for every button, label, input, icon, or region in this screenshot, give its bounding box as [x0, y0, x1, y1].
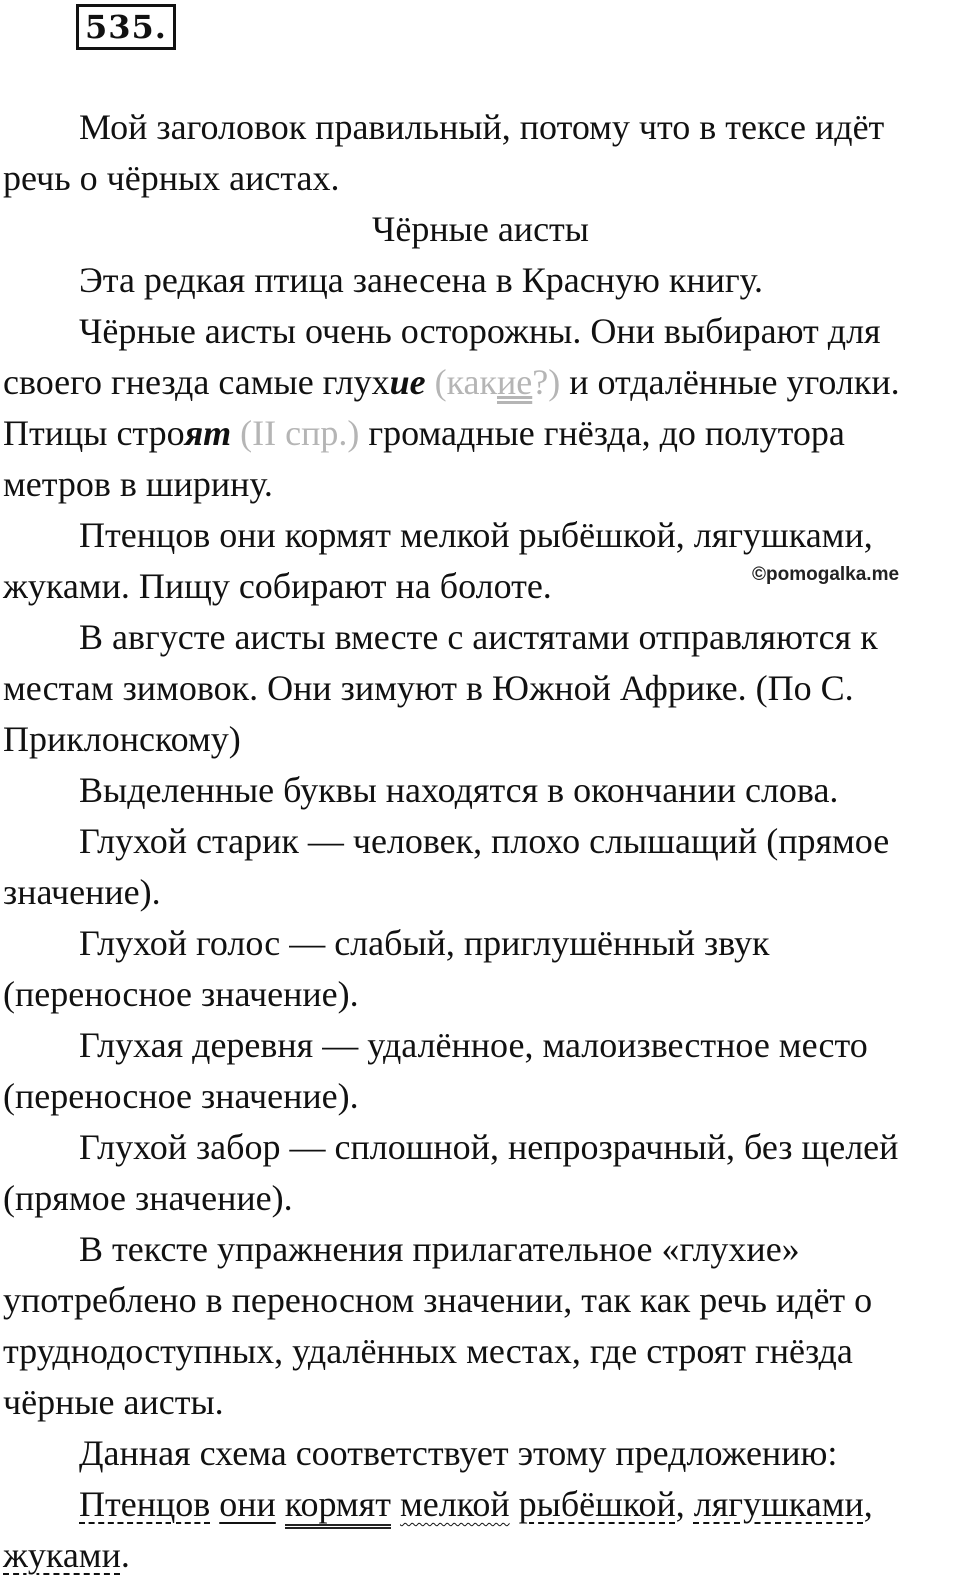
scheme-separator: ,	[863, 1484, 873, 1524]
text-line	[3, 357, 958, 408]
hint-text: (как	[425, 362, 497, 402]
scheme-subject: они	[219, 1484, 276, 1524]
answer-text	[3, 102, 958, 1581]
watermark: ©pomogalka.me	[752, 564, 900, 585]
scheme-object: рыбёшкой	[518, 1484, 676, 1524]
text-line: местам зимовок. Они зимуют в Южной Африке. (По С.	[3, 668, 854, 708]
paragraph: Эта редкая птица занесена в Красную книгу.	[79, 260, 764, 300]
text-fragment: своего гнезда самые глух	[3, 362, 390, 402]
text-line: Глухой забор — сплошной, непрозрачный, без щелей	[79, 1127, 899, 1167]
text-line: речь о чёрных аистах.	[3, 158, 340, 198]
grammar-hint	[426, 362, 561, 402]
text-line: значение).	[3, 872, 161, 912]
paragraph	[3, 612, 958, 765]
text-line: Чёрные аисты очень осторожны. Они выбирают для	[79, 311, 881, 351]
text-line: жуками. Пищу собирают на болоте.	[3, 566, 552, 606]
text-line: Мой заголовок правильный, потому что в тексе идёт	[79, 107, 885, 147]
scheme-separator: ,	[675, 1484, 694, 1524]
hint-ending: ие	[496, 362, 533, 402]
text-line: (переносное значение).	[3, 1076, 359, 1116]
grammar-hint: (II спр.)	[231, 413, 360, 453]
text-line: (прямое значение).	[3, 1178, 293, 1218]
text-title: Чёрные аисты	[372, 209, 589, 249]
paragraph	[3, 1122, 958, 1224]
sentence-scheme	[3, 1479, 958, 1581]
scheme-object: лягушками	[693, 1484, 864, 1524]
paragraph	[3, 1020, 958, 1122]
text-line: В августе аисты вместе с аистятами отправляются к	[79, 617, 878, 657]
text-line	[3, 408, 958, 459]
paragraph: Выделенные буквы находятся в окончании слова.	[79, 770, 839, 810]
paragraph	[3, 510, 958, 612]
paragraph: Данная схема соответствует этому предложению:	[79, 1433, 838, 1473]
text-fragment: и отдалённые уголки.	[560, 362, 900, 402]
scheme-object: Птенцов	[79, 1484, 211, 1524]
text-line: В тексте упражнения прилагательное «глухие»	[79, 1229, 800, 1269]
scheme-separator: .	[120, 1535, 130, 1575]
text-line: Птенцов они кормят мелкой рыбёшкой, лягушками,	[79, 515, 873, 555]
text-line: (переносное значение).	[3, 974, 359, 1014]
scheme-attribute: мелкой	[399, 1484, 510, 1524]
exercise-number: 535.	[76, 4, 176, 50]
text-line: Глухой голос — слабый, приглушённый звук	[79, 923, 770, 963]
highlighted-ending: ят	[184, 413, 232, 453]
text-line	[3, 1530, 958, 1581]
text-line: Глухой старик — человек, плохо слышащий (прямое	[79, 821, 890, 861]
text-line: труднодоступных, удалённых местах, где строят гнёзда	[3, 1331, 853, 1371]
text-line: Приклонскому)	[3, 719, 241, 759]
text-fragment: громадные гнёзда, до полутора	[359, 413, 845, 453]
paragraph	[3, 918, 958, 1020]
paragraph	[3, 1224, 958, 1428]
text-line: Глухая деревня — удалённое, малоизвестное место	[79, 1025, 868, 1065]
hint-text: ?)	[532, 362, 561, 402]
text-fragment: Птицы стро	[3, 413, 185, 453]
text-line: метров в ширину.	[3, 464, 273, 504]
scheme-predicate: кормят	[285, 1484, 391, 1529]
highlighted-ending: ие	[389, 362, 426, 402]
scheme-object: жуками	[3, 1535, 121, 1575]
text-line: чёрные аисты.	[3, 1382, 224, 1422]
intro-paragraph	[3, 102, 958, 204]
paragraph	[3, 816, 958, 918]
paragraph	[3, 306, 958, 510]
text-line: употреблено в переносном значении, так как речь идёт о	[3, 1280, 873, 1320]
